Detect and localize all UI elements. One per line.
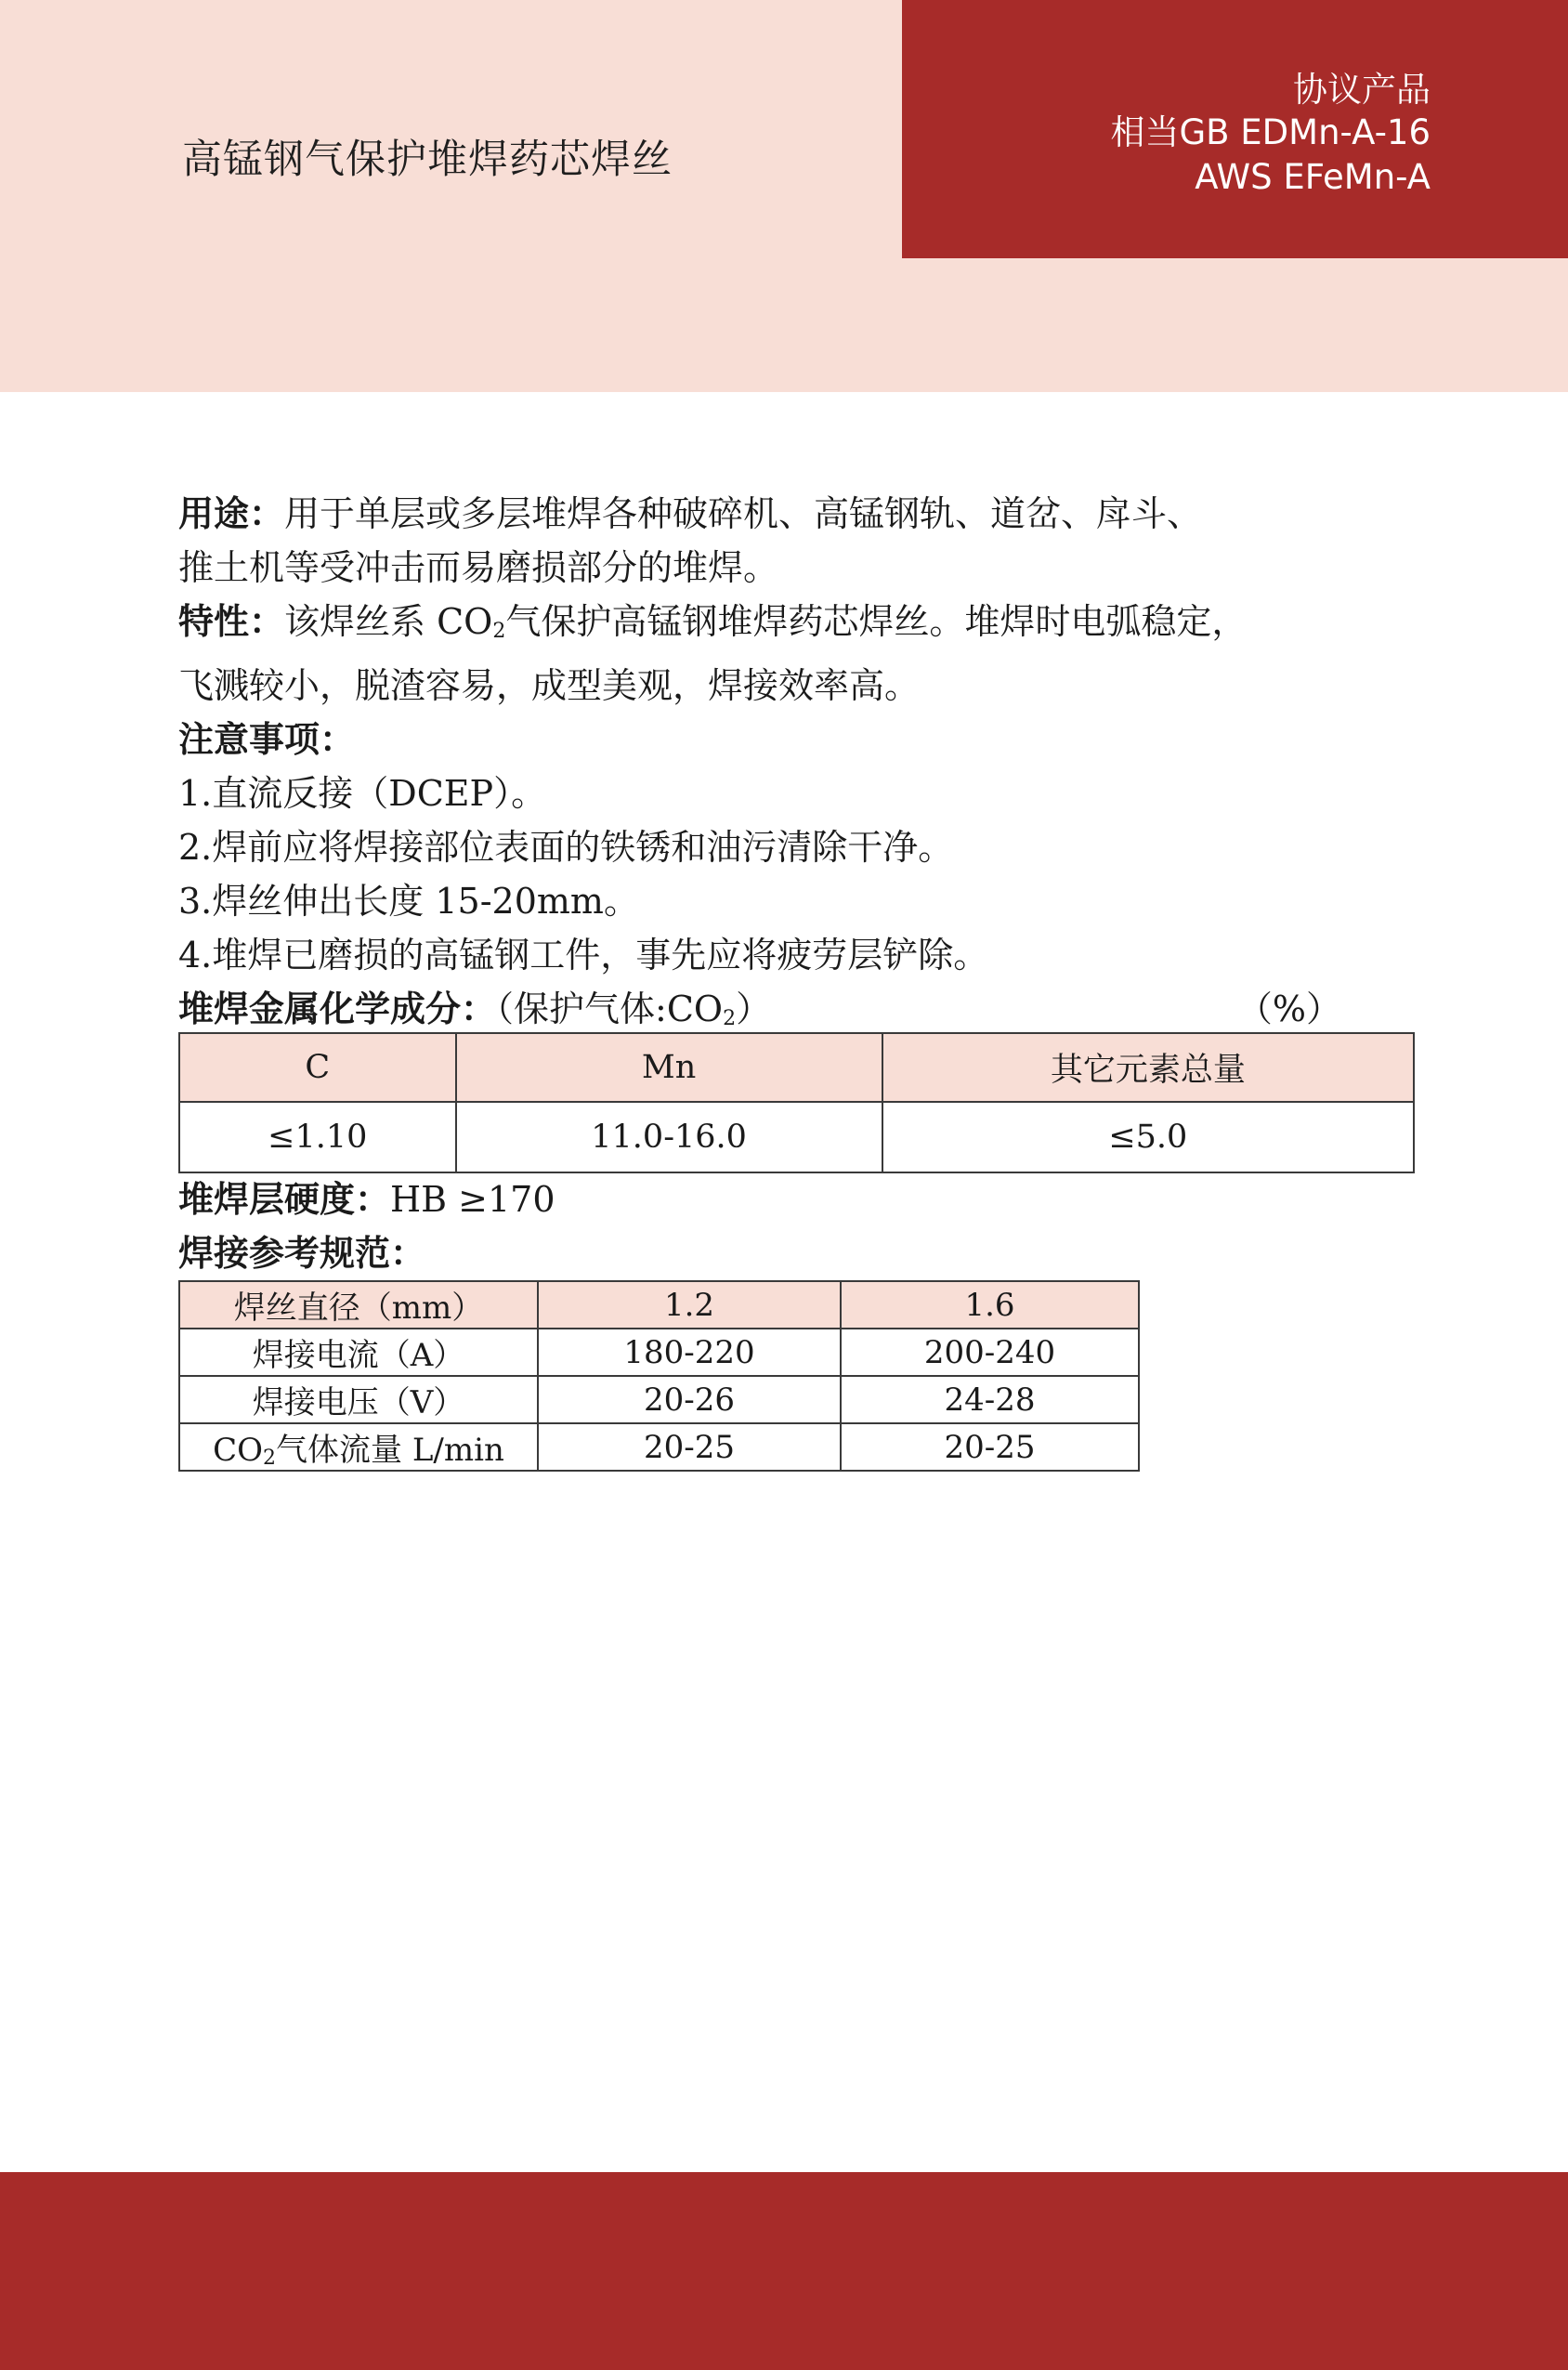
table-header-row xyxy=(179,1281,1139,1329)
standard-line-3: AWS EFeMn-A xyxy=(1195,157,1431,197)
table-header-cell: 焊丝直径（mm） xyxy=(179,1281,538,1329)
feature-subscript: 2 xyxy=(492,620,506,643)
table-cell: 200-240 xyxy=(841,1329,1139,1376)
composition-table xyxy=(178,1032,1415,1173)
composition-gas-post: ） xyxy=(736,989,772,1029)
table-header-cell: Mn xyxy=(456,1033,882,1102)
table-row xyxy=(179,1102,1414,1172)
table-cell: ≤1.10 xyxy=(179,1102,456,1172)
table-row xyxy=(179,1376,1139,1423)
usage-label: 用途： xyxy=(178,493,285,534)
main-content xyxy=(178,487,1423,1046)
gas-label-subscript: 2 xyxy=(263,1447,277,1470)
note-item: 3.焊丝伸出长度 15-20mm。 xyxy=(178,881,639,922)
notes-label: 注意事项： xyxy=(178,719,356,760)
table-cell: 焊接电流（A） xyxy=(179,1329,538,1376)
table-header-cell: 其它元素总量 xyxy=(882,1033,1414,1102)
table-header-cell: 1.2 xyxy=(538,1281,841,1329)
usage-text-1: 用于单层或多层堆焊各种破碎机、高锰钢轨、道岔、戽斗、 xyxy=(284,493,1203,534)
composition-gas-pre: （保护气体:CO xyxy=(496,989,724,1029)
table-row xyxy=(179,1329,1139,1376)
welding-table xyxy=(178,1280,1140,1472)
standard-line-1: 协议产品 xyxy=(1293,70,1431,110)
feature-text-post: 气保护高锰钢堆焊药芯焊丝。堆焊时电弧稳定， xyxy=(505,601,1248,642)
composition-unit: （%） xyxy=(1236,989,1341,1029)
feature-label: 特性： xyxy=(178,601,285,642)
table-header-row xyxy=(179,1033,1414,1102)
footer-band xyxy=(0,2172,1568,2370)
note-item: 1.直流反接（DCEP）。 xyxy=(178,773,547,814)
table-row xyxy=(179,1423,1139,1471)
standard-line-2: 相当GB EDMn-A-16 xyxy=(1110,112,1431,152)
composition-gas-subscript: 2 xyxy=(723,1007,737,1030)
hardness-line xyxy=(178,1172,555,1226)
table-header-cell: C xyxy=(179,1033,456,1102)
gas-label-pre: CO xyxy=(213,1432,264,1469)
note-item: 4.堆焊已磨损的高锰钢工件，事先应将疲劳层铲除。 xyxy=(178,935,989,975)
usage-line-1 xyxy=(178,487,1423,541)
table-header-cell: 1.6 xyxy=(841,1281,1139,1329)
table-cell: 11.0-16.0 xyxy=(456,1102,882,1172)
table-cell: 焊接电压（V） xyxy=(179,1376,538,1423)
hardness-value: HB ≥170 xyxy=(390,1179,555,1220)
table-cell: 180-220 xyxy=(538,1329,841,1376)
table-cell-gas-flow xyxy=(179,1423,538,1471)
table-cell: 24-28 xyxy=(841,1376,1139,1423)
product-title: 高锰钢气保护堆焊药芯焊丝 xyxy=(182,137,673,183)
feature-line-2: 飞溅较小，脱渣容易，成型美观，焊接效率高。 xyxy=(178,665,921,706)
hardness-label: 堆焊层硬度： xyxy=(178,1179,391,1220)
composition-label: 堆焊金属化学成分： xyxy=(178,989,497,1029)
table-cell: ≤5.0 xyxy=(882,1102,1414,1172)
feature-text-pre: 该焊丝系 CO xyxy=(284,601,493,642)
gas-label-post: 气体流量 L/min xyxy=(276,1432,504,1469)
usage-line-2: 推土机等受冲击而易磨损部分的堆焊。 xyxy=(178,547,779,588)
note-item: 2.焊前应将焊接部位表面的铁锈和油污清除干净。 xyxy=(178,827,954,868)
feature-line-1 xyxy=(178,595,1423,659)
standard-box xyxy=(902,0,1568,258)
table-cell: 20-25 xyxy=(538,1423,841,1471)
table-cell: 20-26 xyxy=(538,1376,841,1423)
welding-label: 焊接参考规范： xyxy=(178,1233,426,1274)
table-cell: 20-25 xyxy=(841,1423,1139,1471)
